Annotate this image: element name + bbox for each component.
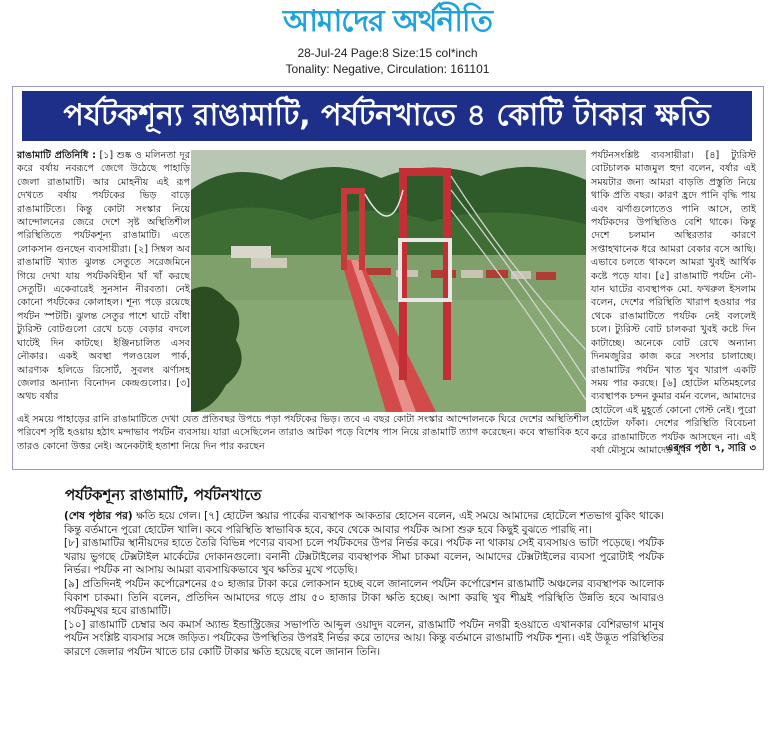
article-byline: রাঙামাটি প্রতিনিধি : bbox=[17, 150, 96, 161]
clip-meta-date: 28-Jul-24 Page:8 Size:15 col*inch bbox=[297, 46, 478, 60]
continuation-tag: (শেষ পৃষ্ঠার পর) bbox=[64, 510, 133, 522]
article-right-column: পর্যটনসংশ্লিষ্ট ব্যবসায়ীরা। [৪] ট্যুরিস্ট বোটচালক মাজমুল হুদা বলেন, বর্ষার এই সময়টার জন্য আমরা বাড়তি প্রস্তুতি নিয়ে থাকি প্রতি বছর। কারণ হ্রদে পানি বৃদ্ধি পায় এবং ঝর্ণাগুলোতেও পানি আসে, তাই পর্যটকদের উপস্থিতিও বেশি থাকে। কিন্তু দেশে চলমান অস্থিরতার কারণে সপ্তাহখানেক ধরে আমরা বেকার বসে আছি। এভাবে চলতে থাকলে আমরা খুবই আর্থিক কষ্টে পড়ে যাব। [৫] রাঙামাটি পর্যটন নৌ-যান ঘাটের ব্যবস্থাপক মো. ফখরুল ইসলাম বলেন, দেশের পরিস্থিতি খারাপ হওয়ার পর থেকে রাঙামাটিতে পর্যটক নেই বললেই চলে। ট্যুরিস্ট বোট চালকরা খুবই কষ্টে দিন কাটাচ্ছে। অনেকে বোট রেখে অন্যান্য দিনমজুরির কাজ করে সংসার চালাচ্ছে। রাঙামাটির পর্যটন খাত খুব খারাপ একটি সময় পার করছে। [৬] হোটেল মতিমহলের ব্যবস্থাপক চন্দন কুমার বর্মন বলেন, আমাদের হোটেলে এই মুহূর্তে কোনো গেস্ট নেই। পুরো হোটেল ফাঁকা। দেশের পরিস্থিতি বিবেচনা করে রাঙামাটিতে পর্যটক আসছেন না। এই বর্ষা মৌসুমে আমাদের খুব bbox=[591, 150, 756, 456]
article-clip bbox=[12, 86, 764, 470]
left-column-text: [১] শুষ্ক ও মলিনতা দূর করে বর্ষায় নবরূপে জেগে উঠেছে পাহাড়ি জেলা রাঙামাটি। আর মোহনীয় এই রূপ দেখতে বর্ষায় পর্যটকের ভিড় বাড়ে রাঙামাটিতে। কিন্তু কোটা সংস্কার নিয়ে আন্দোলনের জেরে দেশে সৃষ্ট অস্থিতিশীল পরিস্থিতিতে পর্যটকশূন্য রাঙামাটি। এতে লোকসান গুনছেন ব্যবসায়ীরা। [২] সিম্বল অব রাঙামাটি খ্যাত ঝুলন্ত সেতুতে সরেজমিনে গিয়ে দেখা যায় পর্যটকবিহীন খাঁ খাঁ করছে সেতুটি। একেবারেই সুনসান নীরবতা। নেই কোনো পর্যটকের কোলাহল। শূন্য পড়ে রয়েছে পর্যটন স্পটটি। ঝুলন্ত সেতুর পাশে ঘাটে বাঁধা ট্যুরিস্ট বোটগুলো রেখে চড়ে বেড়ার বদলে ঘাটেই দিন কাটছে। ইঞ্জিনচালিত এসব নৌকার। একই অবস্থা পলওয়েল পার্ক, আরণ্যক হলিডে রিসোর্ট, সুবলং ঝর্ণাসহ জেলার অন্যান্য বিনোদন কেন্দ্রগুলোর। [৩] অথচ বর্ষার bbox=[17, 150, 190, 403]
masthead bbox=[0, 4, 775, 40]
article-headline: পর্যটকশূন্য রাঙামাটি, পর্যটনখাতে ৪ কোটি টাকার ক্ষতি bbox=[22, 91, 752, 141]
continuation-paragraph: [১০] রাঙামাটি চেম্বার অব কমার্স অ্যান্ড ইন্ডাস্ট্রিজের সভাপতি আব্দুল ওয়াদুদ বলেন, রাঙামাটি পর্যটন নগরী হওয়াতে এখানকার বেশিরভাগ মানুষ পর্যটন সংশ্লিষ্ট ব্যবসার সঙ্গে জড়িত। পর্যটকের উপস্থিতির উপরই নির্ভর করে তাদের আয়। কিন্তু বর্তমানে রাঙামাটি পর্যটক শূন্য। এই উদ্ভূত পরিস্থিতির কারণে জেলার পর্যটন খাতে চার কোটি টাকার ক্ষতি হয়েছে বলে জানান তিনি। bbox=[64, 618, 664, 658]
continuation-headline: পর্যটকশূন্য রাঙামাটি, পর্যটনখাতে bbox=[65, 486, 262, 504]
continuation-paragraph: (শেষ পৃষ্ঠার পর) ক্ষতি হয়ে গেল। [৭] হোটেল স্কয়ার পার্কের ব্যবস্থাপক আকতার হোসেন বলেন, এই সময়ে আমাদের হোটেলে শতভাগ বুকিং থাকে। কিন্তু বর্তমানে পুরো হোটেল খালি। কবে পরিস্থিতি স্বাভাবিক হবে, কবে থেকে আবার পর্যটক আসা শুরু হবে কিছুই বুঝতে পারছি না। bbox=[64, 510, 664, 536]
article-left-column bbox=[17, 149, 190, 403]
newspaper-logo: আমাদের অর্থনীতি bbox=[282, 4, 493, 39]
hanging-bridge-photo bbox=[191, 150, 586, 412]
continuation-body bbox=[64, 510, 664, 660]
continuation-paragraph: [৮] রাঙামাটির স্থানীয়দের হাতে তৈরি বিভিন্ন পণ্যের ব্যবসা চলে পর্যটকদের উপর নির্ভর করে। পর্যটক না থাকায় সেই ব্যবসায়ও ভাটা পড়েছে। পর্যটক খরায় ভুগছে টেক্সটাইল মার্কেটের দোকানগুলো। বনানী টেক্সটাইলের ব্যবস্থাপক সীমা চাকমা বলেন, আমাদের টেক্সটাইলের ব্যবসা পুরোটাই পর্যটক নির্ভর। পর্যটক না আসায় আমরা ব্যবসায়িকভাবে খুব ক্ষতির মুখে পড়েছি। bbox=[64, 537, 664, 577]
article-under-photo-text: এই সময়ে পাহাড়ের রানি রাঙামাটিতে দেখা যেত প্রতিবছর উপচে পড়া পর্যটকের ভিড়। তবে এ বছর কোটা সংস্কার আন্দোলনকে ঘিরে দেশের অস্থিতিশীল পরিবেশ সৃষ্টি হওয়ায় হঠাৎ মন্দাভাব পর্যটন ব্যবসায়। যারা এসেছিলেন তারাও আটকা পড়ে বিশেষ পাস নিয়ে রাঙামাটি ত্যাগ করেছেন। কবে স্বাভাবিক হবে তারও কোনো উত্তর নেই। অনেকটাই হতাশা নিয়ে দিন পার করছেন bbox=[17, 414, 589, 452]
clip-meta-tonality: Tonality: Negative, Circulation: 161101 bbox=[285, 62, 490, 76]
continued-on-page: এরপর পৃষ্ঠা ৭, সারি ৩ bbox=[665, 443, 756, 454]
continuation-paragraph: [৯] প্রতিদিনই পর্যটন কর্পোরেশনের ৫০ হাজার টাকা করে লোকসান হচ্ছে বলে জানালেন পর্যটন কর্পোরেশন রাঙামাটি অঞ্চলের ব্যবস্থাপক আলোক বিকাশ চাকমা। তিনি বলেন, প্রতিদিন আমাদের গড়ে প্রায় ৫০ হাজার টাকা ক্ষতি হচ্ছে। আশা করছি খুব শীঘ্রই পরিস্থিতি উন্নতি হবে আবারও পর্যটকমুখর হবে রাঙামাটি। bbox=[64, 577, 664, 618]
article-photo bbox=[191, 150, 586, 412]
